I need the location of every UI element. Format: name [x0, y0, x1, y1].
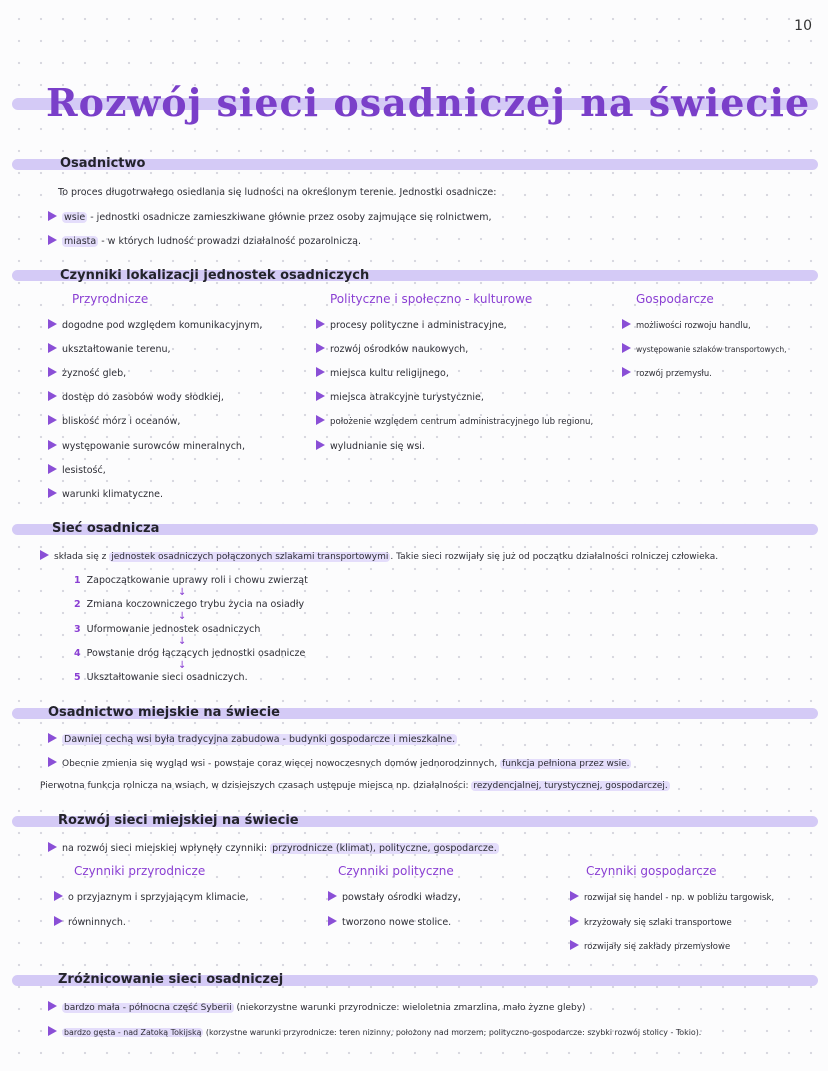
- bullet-miasta: miasta - w których ludność prowadzi działalność pozarolniczą.: [48, 235, 361, 247]
- step-item: 4 Powstanie dróg łączących jednostki osadnicze: [74, 648, 306, 659]
- list-item: występowanie szlaków transportowych,: [622, 343, 787, 354]
- page-title: Rozwój sieci osadniczej na świecie: [46, 80, 811, 125]
- siec-definition: składa się z jednostek osadniczych połączonych szlakami transportowymi . Takie sieci rozwijały się już od początku działalności rolniczej człowieka.: [40, 550, 718, 562]
- miejskie-bullet-2: Obecnie zmienia się wygląd wsi - powstaje coraz więcej nowoczesnych domów jednorodzinnych, funkcja pełniona przez wsie.: [48, 757, 631, 769]
- miejskie-line-3: Pierwotna funkcja rolnicza na wsiach, w dzisiejszych czasach ustępuje miejsca np. działalności: rezydencjalnej, turystycznej, gospodarczej.: [40, 781, 668, 791]
- rozwoj-intro: na rozwój sieci miejskiej wpłynęły czynniki: przyrodnicze (klimat), polityczne, gospodarcze.: [48, 842, 499, 854]
- list-item: wyludnianie się wsi.: [316, 440, 425, 452]
- list-item: lesistość,: [48, 464, 106, 476]
- list-item: o przyjaznym i sprzyjającym klimacie,: [54, 891, 249, 903]
- section-heading-czynniki: Czynniki lokalizacji jednostek osadniczych: [60, 268, 370, 283]
- down-arrow-icon: ↓: [178, 587, 187, 598]
- list-item: dostęp do zasobów wody słodkiej,: [48, 391, 224, 403]
- section-heading-osadnictwo: Osadnictwo: [60, 156, 146, 171]
- step-item: 2 Zmiana koczowniczego trybu życia na osiadły: [74, 599, 305, 610]
- list-item: miejsca atrakcyjne turystycznie,: [316, 391, 484, 403]
- list-item: żyzność gleb,: [48, 367, 126, 379]
- zroznicowanie-bullet-1: bardzo mała - północna część Syberii (niekorzystne warunki przyrodnicze: wieloletnia zmarzlina, mało żyzne gleby): [48, 1001, 586, 1013]
- list-item: równinnych.: [54, 916, 126, 928]
- step-item: 3 Uformowanie jednostek osadniczych: [74, 624, 261, 635]
- bullet-arrow-icon: [48, 235, 57, 245]
- list-item: występowanie surowców mineralnych,: [48, 440, 245, 452]
- column-title-przyrodnicze: Przyrodnicze: [72, 292, 149, 306]
- column-title-czynniki-gospodarcze: Czynniki gospodarcze: [586, 864, 717, 878]
- bullet-arrow-icon: [48, 211, 57, 221]
- list-item: bliskość mórz i oceanów,: [48, 415, 180, 427]
- section-heading-siec: Sieć osadnicza: [52, 521, 160, 536]
- list-item: miejsca kultu religijnego,: [316, 367, 449, 379]
- list-item: rozwijał się handel - np. w pobliżu targowisk,: [570, 891, 774, 903]
- osadnictwo-intro: To proces długotrwałego osiedlania się ludności na określonym terenie. Jednostki osadnicze:: [58, 187, 497, 198]
- list-item: dogodne pod względem komunikacyjnym,: [48, 319, 262, 331]
- section-heading-zroznicowanie: Zróżnicowanie sieci osadniczej: [58, 972, 284, 987]
- page-number: 10: [794, 18, 812, 34]
- zroznicowanie-bullet-2: bardzo gęsta - nad Zatoką Tokijską (korzystne warunki przyrodnicze: teren nizinny, położony nad morzem; polityczno-gospodarcze: szybki rozwój stolicy - Tokio).: [48, 1026, 701, 1037]
- column-title-czynniki-przyrodnicze: Czynniki przyrodnicze: [74, 864, 206, 878]
- down-arrow-icon: ↓: [178, 660, 187, 671]
- list-item: położenie względem centrum administracyjnego lub regionu,: [316, 415, 593, 427]
- down-arrow-icon: ↓: [178, 611, 187, 622]
- step-item: 5 Ukształtowanie sieci osadniczych.: [74, 672, 248, 683]
- list-item: rozwój przemysłu.: [622, 367, 712, 378]
- list-item: tworzono nowe stolice.: [328, 916, 451, 928]
- step-item: 1 Zapoczątkowanie uprawy roli i chowu zwierząt: [74, 575, 308, 586]
- list-item: powstały ośrodki władzy,: [328, 891, 461, 903]
- column-title-polityczne: Polityczne i społeczno - kulturowe: [330, 292, 533, 306]
- list-item: rozwijały się zakłady przemysłowe: [570, 940, 730, 952]
- list-item: krzyżowały się szlaki transportowe: [570, 916, 732, 928]
- section-heading-miejskie: Osadnictwo miejskie na świecie: [48, 705, 280, 720]
- down-arrow-icon: ↓: [178, 636, 187, 647]
- section-heading-rozwoj: Rozwój sieci miejskiej na świecie: [58, 813, 299, 828]
- miejskie-bullet-1: Dawniej cechą wsi była tradycyjna zabudowa - budynki gospodarcze i mieszkalne.: [48, 733, 457, 745]
- list-item: warunki klimatyczne.: [48, 488, 163, 500]
- list-item: procesy polityczne i administracyjne,: [316, 319, 507, 331]
- column-title-czynniki-polityczne: Czynniki polityczne: [338, 864, 454, 878]
- list-item: ukształtowanie terenu,: [48, 343, 171, 355]
- column-title-gospodarcze: Gospodarcze: [636, 292, 714, 306]
- list-item: możliwości rozwoju handlu,: [622, 319, 751, 330]
- list-item: rozwój ośrodków naukowych,: [316, 343, 468, 355]
- bullet-wsie: wsie - jednostki osadnicze zamieszkiwane głównie przez osoby zajmujące się rolnictwem,: [48, 211, 492, 223]
